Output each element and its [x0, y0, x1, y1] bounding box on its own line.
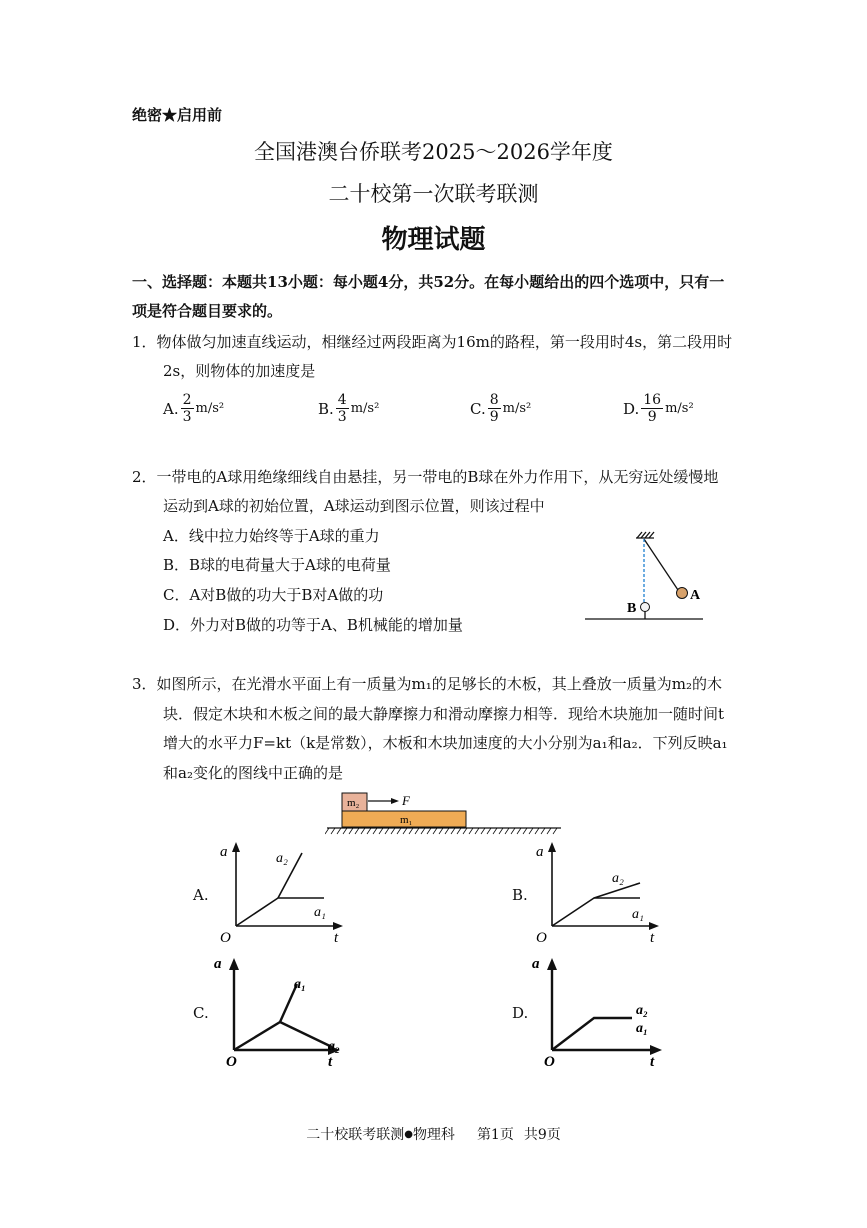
- ground-hatch: [523, 828, 527, 834]
- option-label: A.: [163, 399, 179, 418]
- exam-title: 全国港澳台侨联考2025～2026学年度: [254, 140, 613, 164]
- footer-total: 共9页: [523, 1127, 561, 1143]
- ground-hatch: [475, 828, 479, 834]
- page-footer: [0, 1126, 867, 1144]
- unit: m/s²: [502, 400, 532, 416]
- q2-option-c[interactable]: C．A对B做的功大于B对A做的功: [163, 586, 384, 604]
- ground-hatch: [361, 828, 365, 834]
- graph-c-lower-line: [280, 1022, 332, 1047]
- graph-b-lower-line: [552, 898, 640, 926]
- graph-d-option-label[interactable]: D.: [512, 1004, 529, 1022]
- lower-curve-label: a₁: [636, 1021, 648, 1036]
- origin-label: O: [544, 1054, 555, 1070]
- ground-hatch: [451, 828, 455, 834]
- graph-b-option-label[interactable]: B.: [512, 886, 528, 904]
- fraction: [641, 392, 663, 425]
- option-label: D.: [623, 399, 640, 418]
- board-label: m₁: [400, 814, 413, 826]
- y-axis-label: a: [220, 844, 228, 860]
- footer-page: 第1页: [476, 1127, 514, 1143]
- denominator: 3: [337, 409, 347, 425]
- q1-option-d[interactable]: [623, 392, 694, 425]
- ground-hatch: [415, 828, 419, 834]
- ground-hatch: [439, 828, 443, 834]
- q1-option-c[interactable]: [470, 392, 623, 425]
- ground-hatch: [469, 828, 473, 834]
- unit: m/s²: [350, 400, 380, 416]
- ground-hatch: [367, 828, 371, 834]
- ground-hatch: [511, 828, 515, 834]
- graph-b: [528, 838, 668, 948]
- ground-hatch: [409, 828, 413, 834]
- numerator: 4: [337, 392, 347, 408]
- q1-stem-line1: 1．物体做匀加速直线运动，相继经过两段距离为16m的路程，第一段用时4s，第二段用时: [132, 333, 733, 351]
- ground-hatch: [349, 828, 353, 834]
- thread: [644, 539, 678, 590]
- q2-option-d[interactable]: D．外力对B做的功等于A、B机械能的增加量: [163, 616, 463, 634]
- q2-option-a[interactable]: A．线中拉力始终等于A球的重力: [163, 527, 380, 545]
- x-axis-label: t: [334, 930, 339, 946]
- y-axis-label: a: [214, 956, 222, 972]
- y-axis-label: a: [536, 844, 544, 860]
- ground-hatch: [421, 828, 425, 834]
- ground-hatch: [331, 828, 335, 834]
- exam-subtitle: 二十校第一次联考联测: [328, 182, 539, 206]
- lower-curve-label: a₂: [328, 1039, 340, 1054]
- ground-hatch: [481, 828, 485, 834]
- ground-hatch: [391, 828, 395, 834]
- y-axis-label: a: [532, 956, 540, 972]
- numerator: 8: [489, 392, 499, 408]
- ground-hatch: [529, 828, 533, 834]
- q1-option-b[interactable]: [318, 392, 470, 425]
- ground-hatch: [457, 828, 461, 834]
- ground-hatch: [487, 828, 491, 834]
- ground-hatch: [385, 828, 389, 834]
- x-axis-label: t: [650, 930, 655, 946]
- denominator: 9: [489, 409, 499, 425]
- label-b: B: [627, 601, 637, 616]
- section-heading-line2: 项是符合题目要求的。: [132, 302, 283, 320]
- section-heading-line1: 一、选择题：本题共13小题：每小题4分，共52分。在每小题给出的四个选项中，只有一: [132, 273, 725, 291]
- denominator: 3: [182, 409, 192, 425]
- graph-a: [212, 838, 352, 948]
- q1-options: [163, 392, 723, 425]
- fraction: [181, 392, 194, 425]
- ground-hatch: [553, 828, 557, 834]
- secret-label: 绝密★启用前: [132, 106, 223, 124]
- graph-a-lower-line: [236, 898, 324, 926]
- q3-stem-line2: 块．假定木块和木板之间的最大静摩擦力和滑动摩擦力相等．现给木块施加一随时间t: [163, 705, 725, 723]
- ground-hatch: [379, 828, 383, 834]
- footer-dot: ●: [404, 1129, 413, 1140]
- ground-hatch: [499, 828, 503, 834]
- ground-hatch: [505, 828, 509, 834]
- ground-hatch: [463, 828, 467, 834]
- ground-hatch: [325, 828, 329, 834]
- footer-name: 二十校联考联测: [306, 1127, 405, 1143]
- ground-hatch: [541, 828, 545, 834]
- fraction: [488, 392, 501, 425]
- ground-hatch: [337, 828, 341, 834]
- ground-hatch: [403, 828, 407, 834]
- label-a: A: [690, 588, 701, 603]
- force-label: F: [402, 793, 410, 808]
- numerator: 2: [182, 392, 192, 408]
- q3-stem-line4: 和a₂变化的图线中正确的是: [163, 764, 343, 782]
- ground-hatch: [427, 828, 431, 834]
- x-axis-label: t: [328, 1054, 333, 1070]
- q2-stem-line1: 2．一带电的A球用绝缘细线自由悬挂，另一带电的B球在外力作用下，从无穷远处缓慢地: [132, 468, 719, 486]
- origin-label: O: [220, 930, 231, 946]
- ground-hatch: [493, 828, 497, 834]
- ball-b: [641, 603, 650, 612]
- force-arrow: [391, 798, 399, 804]
- ground-hatch: [517, 828, 521, 834]
- ball-a: [677, 588, 688, 599]
- graph-c-upper-line: [234, 984, 297, 1050]
- ground-hatch: [397, 828, 401, 834]
- graph-c: [212, 952, 352, 1070]
- q2-option-b[interactable]: B．B球的电荷量大于A球的电荷量: [163, 556, 391, 574]
- upper-curve-label: a₂: [636, 1003, 648, 1018]
- option-label: C.: [470, 399, 486, 418]
- numerator: 16: [643, 392, 662, 408]
- q1-option-a[interactable]: [163, 392, 318, 425]
- upper-curve-label: a₂: [612, 871, 624, 886]
- q2-stem-line2: 运动到A球的初始位置，A球运动到图示位置，则该过程中: [163, 497, 545, 515]
- upper-curve-label: a₁: [294, 977, 306, 992]
- ground-hatch: [433, 828, 437, 834]
- graph-d: [530, 952, 670, 1070]
- q1-stem-line2: 2s，则物体的加速度是: [163, 362, 316, 380]
- graph-c-option-label[interactable]: C.: [193, 1004, 209, 1022]
- q2-pendulum-figure: [580, 530, 710, 630]
- ground-hatch: [343, 828, 347, 834]
- graph-a-option-label[interactable]: A.: [193, 886, 209, 904]
- lower-curve-label: a₁: [314, 905, 326, 920]
- origin-label: O: [226, 1054, 237, 1070]
- q3-stem-line1: 3．如图所示，在光滑水平面上有一质量为m₁的足够长的木板，其上叠放一质量为m₂的木: [132, 675, 723, 693]
- option-label: B.: [318, 399, 334, 418]
- fraction: [336, 392, 349, 425]
- origin-label: O: [536, 930, 547, 946]
- lower-curve-label: a₁: [632, 907, 644, 922]
- ground-hatch: [547, 828, 551, 834]
- denominator: 9: [647, 409, 657, 425]
- q3-block-board-figure: [325, 790, 565, 835]
- ground-hatch: [355, 828, 359, 834]
- ground-hatch: [373, 828, 377, 834]
- unit: m/s²: [665, 400, 694, 416]
- ground-hatch: [445, 828, 449, 834]
- unit: m/s²: [195, 400, 225, 416]
- upper-curve-label: a₂: [276, 851, 288, 866]
- graph-d-line: [552, 1018, 632, 1050]
- q3-stem-line3: 增大的水平力F=kt（k是常数），木板和木块加速度的大小分别为a₁和a₂．下列反映a₁: [163, 734, 728, 752]
- footer-subject: 物理科: [412, 1127, 455, 1143]
- ground-hatch: [535, 828, 539, 834]
- block-label: m₂: [347, 797, 360, 809]
- x-axis-label: t: [650, 1054, 655, 1070]
- subject-title: 物理试题: [381, 225, 486, 255]
